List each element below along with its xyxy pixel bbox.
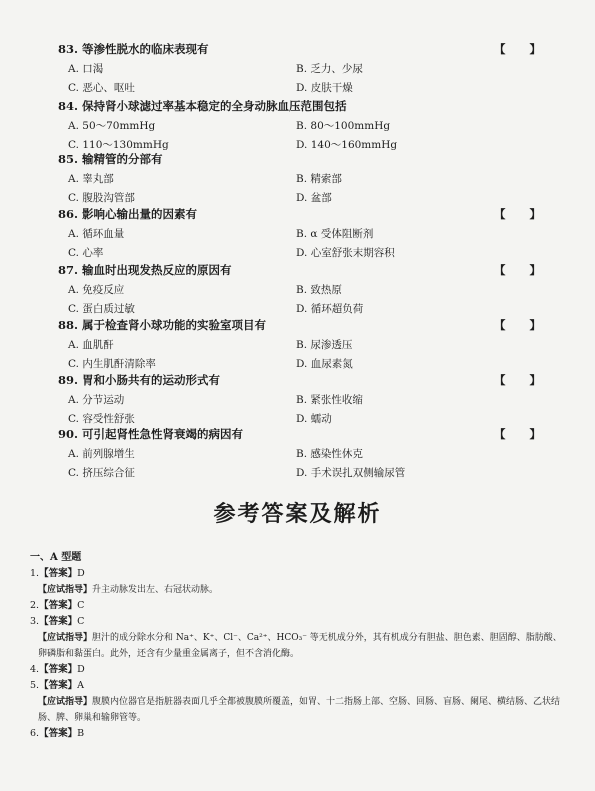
question-83 <box>58 42 565 95</box>
options-row-1 <box>58 393 548 407</box>
option-d: D. 140～160mmHg <box>296 139 398 151</box>
option-b: B. 乏力、少尿 <box>296 63 363 75</box>
option-a: A. 血肌酐 <box>68 339 114 351</box>
answer-item-4 <box>30 662 570 678</box>
answer-label: 【答案】 <box>39 728 78 739</box>
option-b: B. 80～100mmHg <box>296 120 391 132</box>
question-stem-text: 83. 等渗性脱水的临床表现有 <box>58 42 209 56</box>
question-stem-text: 86. 影响心输出量的因素有 <box>58 207 198 221</box>
answer-bracket: 【】 <box>494 207 565 221</box>
note-text: 升主动脉发出左、右冠状动脉。 <box>92 585 219 595</box>
options-row-1 <box>58 227 548 241</box>
question-stem <box>58 99 548 113</box>
answer-label: 【答案】 <box>39 600 78 611</box>
answer-value: A <box>77 680 84 691</box>
options-row-1 <box>58 447 548 461</box>
question-stem-text: 89. 胃和小肠共有的运动形式有 <box>58 373 221 387</box>
answer-value: C <box>77 600 85 611</box>
question-stem <box>58 152 548 166</box>
question-stem-text: 87. 输血时出现发热反应的原因有 <box>58 263 232 277</box>
answer-section <box>30 550 570 742</box>
question-84 <box>58 99 548 152</box>
option-b: B. 感染性休克 <box>296 448 363 460</box>
option-a: A. 50～70mmHg <box>68 120 156 132</box>
answer-label: 【答案】 <box>39 680 78 691</box>
answer-note-1 <box>30 582 570 598</box>
option-c: C. 内生肌酐清除率 <box>68 358 156 370</box>
option-d: D. 蠕动 <box>296 413 332 425</box>
options-row-2 <box>58 81 548 95</box>
option-c: C. 腹股沟管部 <box>68 192 135 204</box>
answer-bracket: 【】 <box>494 318 565 332</box>
section-title: 参考答案及解析 <box>213 502 382 527</box>
options-row-2 <box>58 466 548 480</box>
answer-item-3 <box>30 614 570 630</box>
options-row-1 <box>58 62 548 76</box>
note-label: 【应试指导】 <box>38 585 93 595</box>
option-a: A. 分节运动 <box>68 394 125 406</box>
question-87 <box>58 263 565 316</box>
option-d: D. 心室舒张末期容积 <box>296 247 395 259</box>
option-c: C. 恶心、呕吐 <box>68 82 135 94</box>
question-86 <box>58 207 565 260</box>
options-row-2 <box>58 138 548 152</box>
answer-value: D <box>77 664 85 675</box>
answer-bracket: 【】 <box>494 373 565 387</box>
option-b: B. α 受体阻断剂 <box>296 228 374 240</box>
question-stem-text: 85. 输精管的分部有 <box>58 152 163 166</box>
option-b: B. 精索部 <box>296 173 342 185</box>
answer-bracket: 【】 <box>494 42 565 56</box>
note-text: 腹膜内位器官是指脏器表面几乎全都被腹膜所覆盖，如胃、十二指肠上部、空肠、回肠、盲肠、阑尾、横结肠、乙状结肠、脾、卵巢和输卵管等。 <box>38 697 561 723</box>
options-row-2 <box>58 191 548 205</box>
option-d: D. 血尿素氮 <box>296 358 353 370</box>
options-row-2 <box>58 302 548 316</box>
option-b: B. 紧张性收缩 <box>296 394 363 406</box>
note-label: 【应试指导】 <box>38 697 93 707</box>
option-c: C. 挤压综合征 <box>68 467 135 479</box>
option-c: C. 容受性舒张 <box>68 413 135 425</box>
options-row-2 <box>58 246 548 260</box>
question-stem <box>58 207 565 221</box>
answer-number: 3. <box>30 616 40 627</box>
option-a: A. 循环血量 <box>68 228 125 240</box>
question-stem <box>58 42 565 56</box>
answer-value: B <box>77 728 85 739</box>
option-b: B. 尿渗透压 <box>296 339 353 351</box>
answer-item-2 <box>30 598 570 614</box>
question-stem <box>58 318 565 332</box>
options-row-1 <box>58 283 548 297</box>
option-d: D. 循环超负荷 <box>296 303 364 315</box>
answer-bracket: 【】 <box>494 427 565 441</box>
option-a: A. 口渴 <box>68 63 104 75</box>
option-c: C. 110～130mmHg <box>68 139 169 151</box>
answer-label: 【答案】 <box>39 568 78 579</box>
options-row-1 <box>58 172 548 186</box>
option-d: D. 手术误扎双侧输尿管 <box>296 467 406 479</box>
answer-number: 6. <box>30 728 40 739</box>
option-b: B. 致热原 <box>296 284 342 296</box>
answer-label: 【答案】 <box>39 664 78 675</box>
note-text: 胆汁的成分除水分和 Na⁺、K⁺、Cl⁻、Ca²⁺、HCO₃⁻ 等无机成分外，其有机成分有胆盐、胆色素、胆固醇、脂肪酸、卵磷脂和黏蛋白。此外，还含有少量重金属离子，但不含消化酶。 <box>38 633 562 659</box>
option-a: A. 免疫反应 <box>68 284 125 296</box>
answer-bracket: 【】 <box>494 263 565 277</box>
options-row-1 <box>58 119 548 133</box>
question-85 <box>58 152 548 205</box>
answer-number: 5. <box>30 680 40 691</box>
option-d: D. 皮肤干燥 <box>296 82 353 94</box>
question-90 <box>58 427 565 480</box>
options-row-2 <box>58 412 548 426</box>
answer-value: C <box>77 616 85 627</box>
answer-item-5 <box>30 678 570 694</box>
option-d: D. 盆部 <box>296 192 332 204</box>
answer-item-1 <box>30 566 570 582</box>
option-a: A. 睾丸部 <box>68 173 114 185</box>
answer-label: 【答案】 <box>39 616 78 627</box>
answer-item-6 <box>30 726 570 742</box>
question-stem <box>58 427 565 441</box>
option-a: A. 前列腺增生 <box>68 448 135 460</box>
answer-note-3 <box>30 630 570 662</box>
question-stem-text: 84. 保持肾小球滤过率基本稳定的全身动脉血压范围包括 <box>58 99 347 113</box>
option-c: C. 心率 <box>68 247 104 259</box>
question-89 <box>58 373 565 426</box>
question-stem-text: 90. 可引起肾性急性肾衰竭的病因有 <box>58 427 244 441</box>
question-stem <box>58 263 565 277</box>
question-88 <box>58 318 565 371</box>
options-row-1 <box>58 338 548 352</box>
question-stem-text: 88. 属于检查肾小球功能的实验室项目有 <box>58 318 267 332</box>
answer-number: 1. <box>30 568 40 579</box>
question-stem <box>58 373 565 387</box>
answer-number: 2. <box>30 600 40 611</box>
options-row-2 <box>58 357 548 371</box>
answer-value: D <box>77 568 85 579</box>
answer-note-5 <box>30 694 570 726</box>
note-label: 【应试指导】 <box>38 633 93 643</box>
answer-group-heading: 一、A 型题 <box>30 552 82 563</box>
answer-number: 4. <box>30 664 40 675</box>
option-c: C. 蛋白质过敏 <box>68 303 135 315</box>
